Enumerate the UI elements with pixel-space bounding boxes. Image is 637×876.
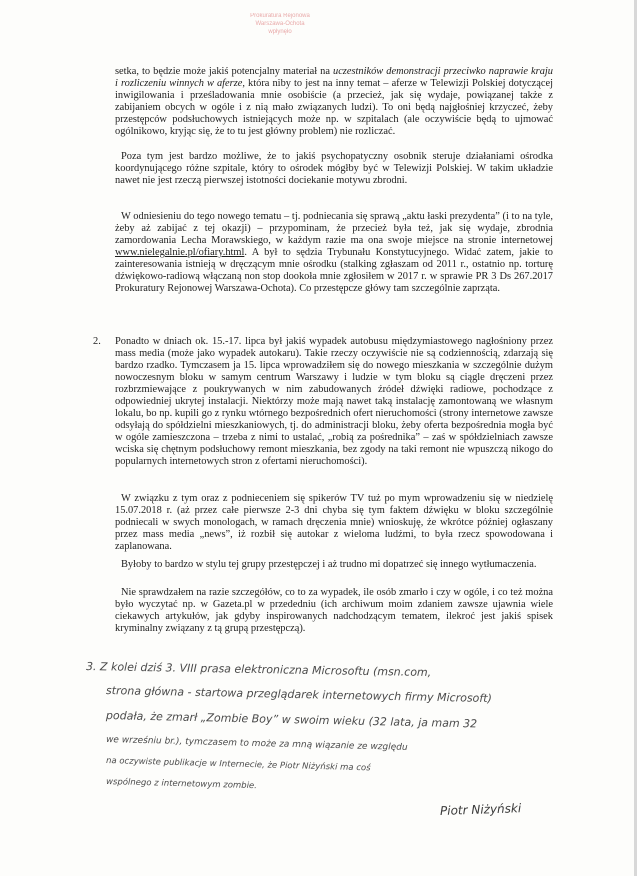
handwritten-line: strona główna - startowa przeglądarek internetowych firmy Microsoft) — [105, 684, 492, 706]
paragraph: Byłoby to bardzo w stylu tej grupy przestępczej i aż trudno mi dopatrzeć się innego wytłumaczenia. — [121, 559, 537, 570]
signature: Piotr Niżyński — [439, 801, 522, 818]
paragraph: Poza tym jest bardzo możliwe, że to jakiś psychopatyczny osobnik steruje działaniami ośrodka koordynującego różne szpitale, który to ośrodek mógłby być w Telewizji Polskiej. W takim układzie nawet nie jest rzeczą pierwszej istotności dociekanie motywu zbrodni. — [115, 151, 553, 187]
handwritten-line: wspólnego z internetowym zombie. — [105, 777, 258, 792]
handwritten-line: we wrześniu br.), tymczasem to może za mną wiązanie ze względu — [105, 735, 408, 753]
paragraph: Nie sprawdzałem na razie szczegółów, co to za wypadek, ile osób zmarło i czy w ogóle, i co też można było wyczytać np. w Gazeta.pl w przededniu (ich archiwum moim zdaniem zawsze ujawnia wiele ciekawych artykułów, jak gdyby inspirowanych nadchodzącym tematem, ilekroć jest jakiś spisek kryminalny związany z tą grupą przestępczą). — [115, 587, 553, 635]
handwritten-line: podała, że zmarł „Zombie Boy” w swoim wieku (32 lata, ja mam 32 — [105, 709, 478, 731]
handwritten-line: na oczywiste publikacje w Internecie, że Piotr Niżyński ma coś — [105, 756, 371, 774]
section-number: 2. — [93, 336, 101, 347]
received-stamp — [205, 12, 355, 54]
handwritten-line: 3. Z kolei dziś 3. VIII prasa elektroniczna Microsoftu (msn.com, — [85, 660, 432, 680]
paragraph: W związku z tym oraz z podnieceniem się spikerów TV tuż po mym wprowadzeniu się w niedzielę 15.07.2018 r. (aż przez całe pierwsze 2-3 dni chyba się tym faktem dźwięku w bloku szczególnie podniecali w swych monologach, w ramach dręczenia mnie) wnioskuję, że wkrótce później ogłaszany przez mass media „news”, iż rozbił się autokar z wieloma ludźmi, to była rzecz spowodowana i zaplanowana. — [115, 493, 553, 553]
paragraph: W odniesieniu do tego nowego tematu – tj. podniecania się sprawą „aktu łaski prezydenta” (i to na tyle, żeby aż zabijać z tej okazji) – przypominam, że przecież była też, jak się wydaje, zbrodnia zamordowania Lecha Morawskiego, w każdym razie ma ona swoje miejsce na stronie internetowej www.nielegalnie.pl/ofiary.html. A był to sędzia Trybunału Konstytucyjnego. Widać zatem, jakie to zainteresowania istnieją w dręczącym mnie ośrodku (stalking zgłaszam od 2011 r., ostatnio np. torturę dźwiękowo-radiową włączaną non stop dookoła mnie zgłosiłem w 2017 r. w sprawie PR 3 Ds 267.2017 Prokuratury Rejonowej Warszawa-Ochota). Co przestępcze główy tam szczególnie zaprząta. — [115, 211, 553, 295]
paragraph: setka, to będzie może jakiś potencjalny materiał na uczestników demonstracji przeciwko naprawie kraju i rozliczeniu winnych w aferze, która niby to jest na inny temat – aferze w Telewizji Polskiej dotyczącej inwigilowania i prześladowania mnie osobiście (a przecież, jak się wydaje, powiązanej także z zabijaniem obcych w ogóle i z nią mało związanych ludzi). To oni będą najgłośniej krzyczeć, żeby przestępców podsłuchowych istniejących może np. w szpitalach (ale oczywiście będą to ujmować ogólnikowo, kryjąc się, że to tu jest główny problem) nie rozliczać. — [115, 66, 553, 138]
stamp-line: Warszawa-Ochota — [255, 21, 305, 27]
paragraph: Ponadto w dniach ok. 15.-17. lipca był jakiś wypadek autobusu międzymiastowego nagłośniony przez mass media (może jako wypadek autokaru). Takie rzeczy oczywiście nie są codziennością, zdarzają się bardzo rzadko. Tymczasem ja 15. lipca wprowadziłem się do nowego mieszkania w szczególnie dużym nowoczesnym bloku w samym centrum Warszawy i ludzie w tym bloku są ciągle dręczeni przez rozbrzmiewające z poukrywanych w nim zabudowanych źródeł dźwięki radiowe, pochodzące z odpowiedniej ukrytej instalacji. Niektórzy może mają nawet taką instalację zamontowaną we własnym lokalu, bo np. kupili go z rynku wtórnego bezpośrednich ofert nieruchomości (strony internetowe zawsze odsyłają do spółdzielni mieszkaniowych, tj. do administracji bloku, żeby oferta bezpośrednia mogła być w ogóle zamieszczona – trzeba z nimi to ustalać, „robią za pośrednika” – zaś w spółdzielniach zawsze wciska się chętnym podsłuchowy remont mieszkania, bez zgody na taki remont nie wpuszczą nikogo do popularnych internetowych stron z ofertami nieruchomości). — [115, 336, 553, 468]
stamp-line: Prokuratura Rejonowa — [250, 13, 310, 19]
stamp-line: wpłynęło — [268, 29, 292, 35]
link[interactable]: www.nielegalnie.pl/ofiary.html — [115, 247, 245, 259]
